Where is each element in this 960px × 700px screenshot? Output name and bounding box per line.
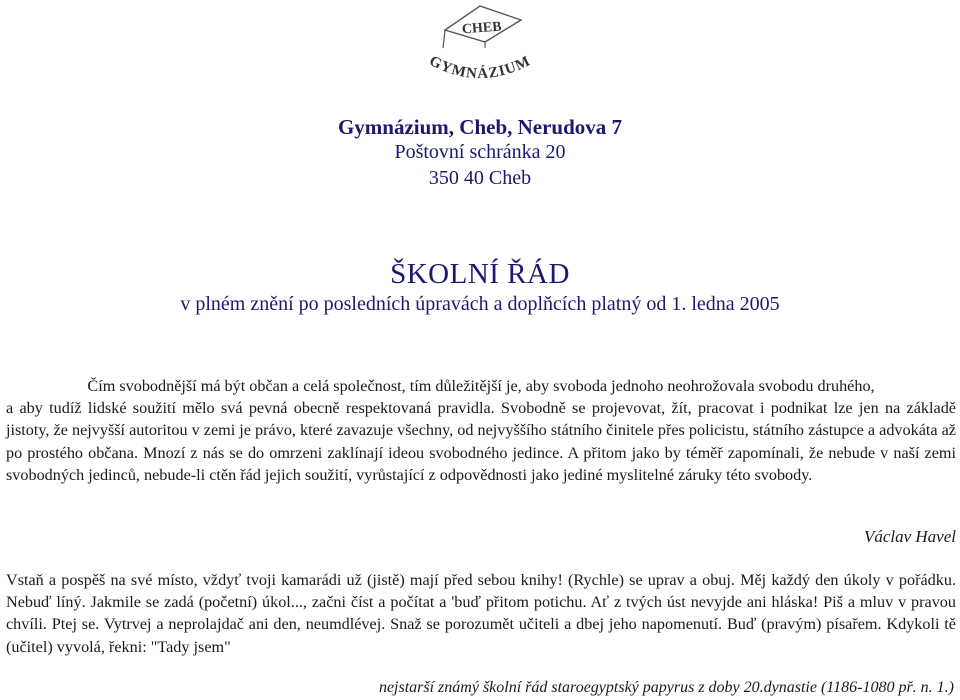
address-line-2: 350 40 Cheb (428, 167, 532, 189)
quote-author: Václav Havel (863, 527, 956, 546)
havel-quote-first-line: Čím svobodnější má být občan a celá společnost, tím důležitější je, aby svoboda jednoho neohrožovala svobodu druhého, (87, 377, 875, 395)
ancient-text-source: nejstarší známý školní řád staroegyptský papyrus z doby 20.dynastie (1186-1080 př. n. 1.) (378, 679, 954, 696)
logo-cheb-text: CHEB (461, 19, 503, 38)
gymnazium-logo (405, 2, 555, 92)
document-subtitle: v plném znění po posledních úpravách a doplňcích platný od 1. ledna 2005 (180, 293, 780, 315)
havel-quote-body: a aby tudíž lidské soužití mělo svá pevná obecně respektovaná pravidla. Svobodně se projevovat, žít, pracovat i podnikat lze jen na základě jistoty, že nejvyšší autoritou v zemi je právo, které zavazuje všechny, od nejvyššího státního činitele přes policistu, státního zástupce a advokáta až po prostého občana. Mnozí z nás se do omrzeni zaklínají ideou svobodného jedince. A přitom jako by téměř zapomínali, že nebude v naší zemi svobodných jedinců, nebude-li ctěn řád jejich soužití, vyrůstající z odpovědnosti jako jediné myslitelné záruky této svobody. (6, 399, 956, 484)
ancient-school-rules-text: Vstaň a pospěš na své místo, vždyť tvoji kamarádi už (jistě) mají před sebou knihy! (Rychle) se uprav a obuj. Měj každý den úkoly v pořádku. Nebuď líný. Jakmile se zadá (početní) úkol..., začni číst a počítat a 'buď přitom potichu. Ať z tvých úst nevyjde ani hláska! Piš a mluv v pravou chvíli. Ptej se. Vytrvej a neprolajdač ani den, neumdlévej. Snaž se porozumět učiteli a dbej jeho napomenutí. Buď (pravým) písařem. Kdykoli tě (učitel) vyvolá, řekni: "Tady jsem" (6, 571, 956, 656)
havel-quote (6, 375, 956, 486)
document-title: ŠKOLNÍ ŘÁD (390, 258, 570, 290)
school-name: Gymnázium, Cheb, Nerudova 7 (337, 115, 623, 139)
address-line-1: Poštovní schránka 20 (394, 141, 566, 163)
logo-gymnazium-text: GYMNÁZIUM (426, 53, 534, 83)
